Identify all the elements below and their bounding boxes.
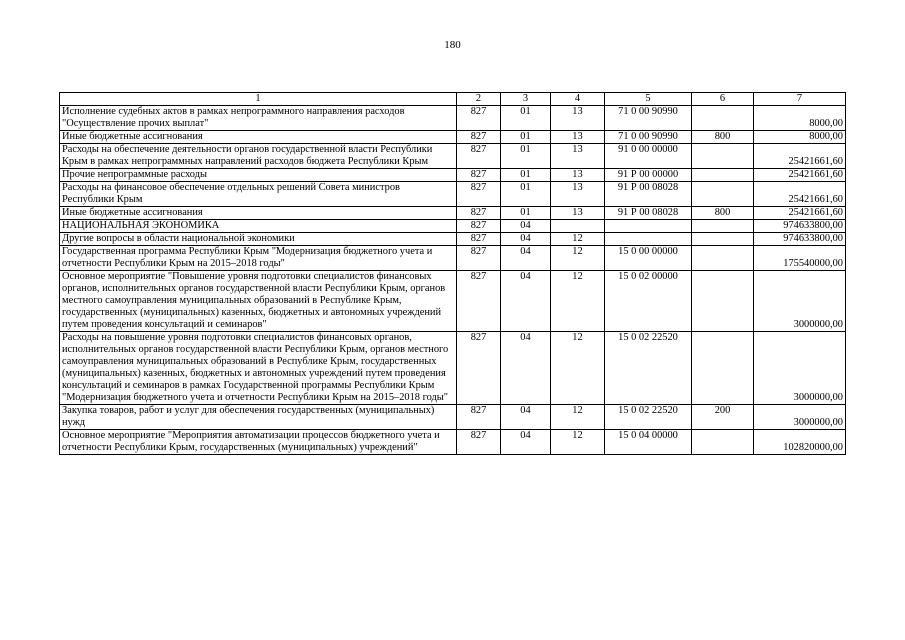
column-header: 1	[60, 93, 457, 106]
code-cell: 827	[457, 207, 501, 220]
code-cell: 827	[457, 246, 501, 271]
table-row	[60, 131, 846, 144]
subsection-cell: 12	[551, 332, 605, 405]
amount-cell: 8000,00	[754, 106, 846, 131]
column-header: 4	[551, 93, 605, 106]
section-cell: 04	[501, 430, 551, 455]
column-header: 5	[605, 93, 692, 106]
table-row	[60, 182, 846, 207]
code-cell: 827	[457, 233, 501, 246]
target-article-cell	[605, 220, 692, 233]
code-cell: 827	[457, 106, 501, 131]
expense-type-cell	[692, 233, 754, 246]
target-article-cell	[605, 233, 692, 246]
amount-cell: 25421661,60	[754, 207, 846, 220]
amount-cell: 25421661,60	[754, 144, 846, 169]
target-article-cell: 91 0 00 00000	[605, 144, 692, 169]
subsection-cell: 12	[551, 271, 605, 332]
subsection-cell: 12	[551, 233, 605, 246]
target-article-cell: 91 Р 00 08028	[605, 182, 692, 207]
row-name-cell: Государственная программа Республики Крым "Модернизация бюджетного учета и отчетности Республики Крым на 2015–2018 годы"	[60, 246, 457, 271]
table-row	[60, 144, 846, 169]
column-header: 7	[754, 93, 846, 106]
code-cell: 827	[457, 430, 501, 455]
target-article-cell: 15 0 04 00000	[605, 430, 692, 455]
section-cell: 01	[501, 169, 551, 182]
amount-cell: 25421661,60	[754, 169, 846, 182]
amount-cell: 175540000,00	[754, 246, 846, 271]
table-header-row	[60, 93, 846, 106]
code-cell: 827	[457, 169, 501, 182]
expense-type-cell	[692, 182, 754, 207]
row-name-cell: Исполнение судебных актов в рамках непрограммного направления расходов "Осуществление прочих выплат"	[60, 106, 457, 131]
target-article-cell: 15 0 02 00000	[605, 271, 692, 332]
row-name-cell: Другие вопросы в области национальной экономики	[60, 233, 457, 246]
row-name-cell: Расходы на финансовое обеспечение отдельных решений Совета министров Республики Крым	[60, 182, 457, 207]
subsection-cell: 13	[551, 207, 605, 220]
row-name-cell: Иные бюджетные ассигнования	[60, 207, 457, 220]
column-header: 6	[692, 93, 754, 106]
target-article-cell: 71 0 00 90990	[605, 131, 692, 144]
section-cell: 04	[501, 246, 551, 271]
expense-type-cell	[692, 106, 754, 131]
row-name-cell: Основное мероприятие "Мероприятия автоматизации процессов бюджетного учета и отчетности Республики Крым, государственных (муниципальных) учреждений"	[60, 430, 457, 455]
table-row	[60, 233, 846, 246]
table-row	[60, 220, 846, 233]
amount-cell: 3000000,00	[754, 271, 846, 332]
row-name-cell: НАЦИОНАЛЬНАЯ ЭКОНОМИКА	[60, 220, 457, 233]
table-row	[60, 271, 846, 332]
expense-type-cell: 200	[692, 405, 754, 430]
expense-type-cell	[692, 144, 754, 169]
section-cell: 04	[501, 233, 551, 246]
section-cell: 04	[501, 405, 551, 430]
expense-type-cell	[692, 271, 754, 332]
expense-type-cell	[692, 332, 754, 405]
code-cell: 827	[457, 131, 501, 144]
code-cell: 827	[457, 405, 501, 430]
amount-cell: 8000,00	[754, 131, 846, 144]
section-cell: 04	[501, 271, 551, 332]
code-cell: 827	[457, 144, 501, 169]
table-row	[60, 246, 846, 271]
amount-cell: 974633800,00	[754, 233, 846, 246]
target-article-cell: 15 0 02 22520	[605, 405, 692, 430]
target-article-cell: 15 0 02 22520	[605, 332, 692, 405]
subsection-cell: 13	[551, 144, 605, 169]
code-cell: 827	[457, 332, 501, 405]
code-cell: 827	[457, 220, 501, 233]
target-article-cell: 91 Р 00 00000	[605, 169, 692, 182]
expense-type-cell	[692, 430, 754, 455]
column-header: 2	[457, 93, 501, 106]
table-row	[60, 106, 846, 131]
budget-table	[59, 92, 846, 455]
amount-cell: 974633800,00	[754, 220, 846, 233]
amount-cell: 25421661,60	[754, 182, 846, 207]
section-cell: 04	[501, 220, 551, 233]
subsection-cell: 13	[551, 131, 605, 144]
amount-cell: 3000000,00	[754, 332, 846, 405]
section-cell: 01	[501, 207, 551, 220]
subsection-cell: 13	[551, 169, 605, 182]
amount-cell: 3000000,00	[754, 405, 846, 430]
section-cell: 04	[501, 332, 551, 405]
row-name-cell: Основное мероприятие "Повышение уровня подготовки специалистов финансовых органов, исполнительных органов государственной власти Республики Крым, органов местного самоуправления муниципальных образований в Республике Крым, государственных (муниципальных) казенных, бюджетных и автономных учреждений путем проведения консультаций и семинаров"	[60, 271, 457, 332]
expense-type-cell	[692, 169, 754, 182]
row-name-cell: Иные бюджетные ассигнования	[60, 131, 457, 144]
row-name-cell: Закупка товаров, работ и услуг для обеспечения государственных (муниципальных) нужд	[60, 405, 457, 430]
code-cell: 827	[457, 182, 501, 207]
row-name-cell: Расходы на повышение уровня подготовки специалистов финансовых органов, исполнительных органов государственной власти Республики Крым, органов местного самоуправления муниципальных образований в Республике Крым, государственных (муниципальных) казенных, бюджетных и автономных учреждений путем проведения консультаций и семинаров в рамках Государственной программы Республики Крым "Модернизация бюджетного учета и отчетности Республики Крым на 2015–2018 годы"	[60, 332, 457, 405]
section-cell: 01	[501, 144, 551, 169]
target-article-cell: 91 Р 00 08028	[605, 207, 692, 220]
subsection-cell	[551, 220, 605, 233]
subsection-cell: 13	[551, 182, 605, 207]
table-row	[60, 207, 846, 220]
subsection-cell: 12	[551, 405, 605, 430]
expense-type-cell: 800	[692, 207, 754, 220]
expense-type-cell	[692, 220, 754, 233]
expense-type-cell	[692, 246, 754, 271]
column-header: 3	[501, 93, 551, 106]
code-cell: 827	[457, 271, 501, 332]
amount-cell: 102820000,00	[754, 430, 846, 455]
subsection-cell: 12	[551, 430, 605, 455]
table-row	[60, 332, 846, 405]
expense-type-cell: 800	[692, 131, 754, 144]
section-cell: 01	[501, 131, 551, 144]
section-cell: 01	[501, 106, 551, 131]
subsection-cell: 12	[551, 246, 605, 271]
row-name-cell: Расходы на обеспечение деятельности органов государственной власти Республики Крым в рамках непрограммных направлений расходов бюджета Республики Крым	[60, 144, 457, 169]
subsection-cell: 13	[551, 106, 605, 131]
section-cell: 01	[501, 182, 551, 207]
row-name-cell: Прочие непрограммные расходы	[60, 169, 457, 182]
page-number: 180	[444, 39, 461, 51]
table-row	[60, 169, 846, 182]
target-article-cell: 15 0 00 00000	[605, 246, 692, 271]
target-article-cell: 71 0 00 90990	[605, 106, 692, 131]
table-row	[60, 430, 846, 455]
table-row	[60, 405, 846, 430]
